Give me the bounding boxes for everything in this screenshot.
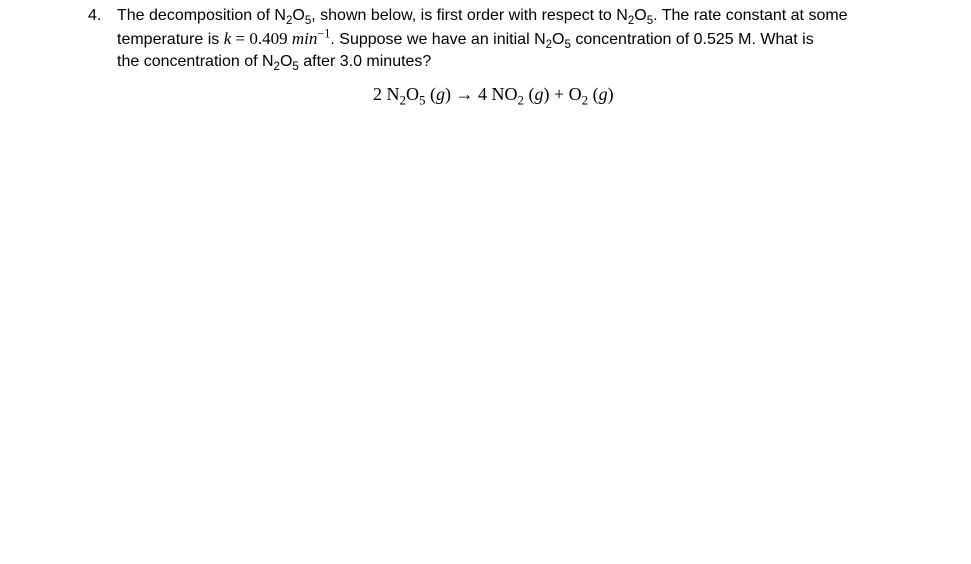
reaction-equation: 2 $N_2O_5$ (g) → 4 $NO_2$ $(g) + O_2$ (g) bbox=[373, 84, 614, 108]
question-line-3: the concentration of $N_2O_5$ after 3.0 minutes? bbox=[117, 53, 432, 74]
question-line-2: temperature is k = 0.409 $\min^{-1}$. Suppose we have an initial $N_2O_5$ concentration of 0.525 M. What is bbox=[117, 25, 814, 51]
question-text bbox=[117, 5, 918, 74]
question-line-1: The decomposition of $N_2O_5$, shown below, is first order with respect to $N_2O_5$. The rate constant at some bbox=[117, 7, 848, 28]
question-number: 4. bbox=[88, 7, 102, 24]
rate-constant-expression: k = 0.409 $\min^{-1}$ bbox=[223, 25, 331, 48]
question-block bbox=[88, 5, 918, 74]
